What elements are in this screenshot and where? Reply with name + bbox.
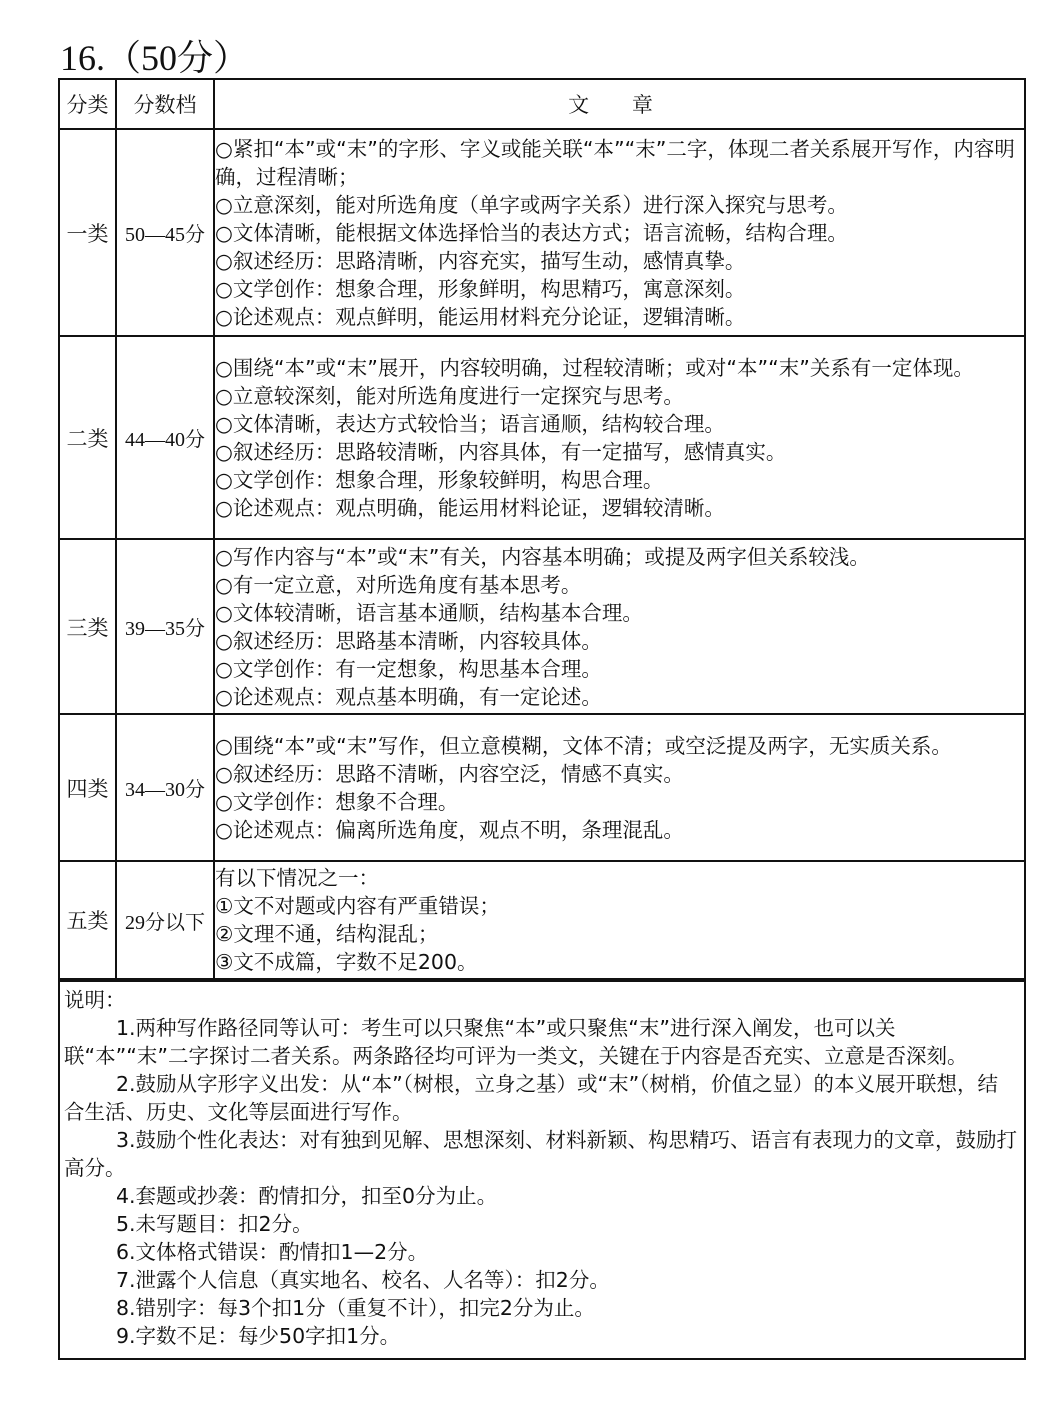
category-cell: 五类 [60,861,116,979]
header-category: 分类 [60,80,116,129]
criteria-line: ②文理不通，结构混乱； [215,922,439,946]
criteria-cell [214,336,1024,539]
note-item: 4.套题或抄袭：酌情扣分，扣至0分为止。 [116,1184,498,1208]
criteria-line: ○文体清晰，表达方式较恰当；语言通顺，结构较合理。 [215,411,725,436]
header-article: 文 章 [214,80,1024,129]
criteria-line: ○紧扣“本”或“末”的字形、字义或能关联“本”“末”二字，体现二者关系展开写作，内容明确，过程清晰； [215,136,1015,189]
criteria-line: ○论述观点：偏离所选角度，观点不明，条理混乱。 [215,817,684,842]
notes-section [60,980,1024,1358]
band-cell: 39—35分 [116,539,214,714]
table-row [60,714,1024,861]
criteria-line: ○文学创作：想象合理，形象较鲜明，构思合理。 [215,467,664,492]
criteria-line: ①文不对题或内容有严重错误； [215,894,500,918]
criteria-line: ○文体较清晰，语言基本通顺，结构基本合理。 [215,600,643,625]
criteria-line: ○立意较深刻，能对所选角度进行一定探究与思考。 [215,383,684,408]
criteria-line: ○叙述经历：思路清晰，内容充实，描写生动，感情真挚。 [215,248,746,273]
criteria-line: ○论述观点：观点基本明确，有一定论述。 [215,684,602,709]
criteria-line: ○文学创作：有一定想象，构思基本合理。 [215,656,602,681]
criteria-line: ○文学创作：想象合理，形象鲜明，构思精巧，寓意深刻。 [215,276,746,301]
criteria-line: ○论述观点：观点鲜明，能运用材料充分论证，逻辑清晰。 [215,304,746,329]
rubric-table [60,80,1024,980]
criteria-cell [214,714,1024,861]
criteria-line: 有以下情况之一： [215,866,379,890]
criteria-cell [214,129,1024,336]
band-cell: 29分以下 [116,861,214,979]
notes-title: 说明： [64,988,126,1012]
criteria-line: ③文不成篇，字数不足200。 [215,950,478,974]
criteria-cell [214,861,1024,979]
criteria-line: ○文体清晰，能根据文体选择恰当的表达方式；语言流畅，结构合理。 [215,220,848,245]
question-heading: 16.（50分） [60,38,250,78]
criteria-line: ○论述观点：观点明确，能运用材料论证，逻辑较清晰。 [215,495,725,520]
criteria-line: ○叙述经历：思路基本清晰，内容较具体。 [215,628,602,653]
note-item: 2.鼓励从字形字义出发：从“本”（树根，立身之基）或“末”（树梢，价值之显）的本义展开联想，结合生活、历史、文化等层面进行写作。 [64,1072,999,1124]
scoring-sheet [58,78,1026,1360]
category-cell: 三类 [60,539,116,714]
criteria-line: ○围绕“本”或“末”写作，但立意模糊，文体不清；或空泛提及两字，无实质关系。 [215,733,952,758]
note-item: 6.文体格式错误：酌情扣1—2分。 [116,1240,429,1264]
criteria-line: ○写作内容与“本”或“末”有关，内容基本明确；或提及两字但关系较浅。 [215,544,870,569]
band-cell: 50—45分 [116,129,214,336]
table-row [60,539,1024,714]
note-item: 9.字数不足：每少50字扣1分。 [116,1324,401,1348]
band-cell: 34—30分 [116,714,214,861]
header-band: 分数档 [116,80,214,129]
note-item: 3.鼓励个性化表达：对有独到见解、思想深刻、材料新颖、构思精巧、语言有表现力的文章，鼓励打高分。 [64,1128,1018,1180]
criteria-line: ○叙述经历：思路较清晰，内容具体，有一定描写，感情真实。 [215,439,787,464]
note-item: 8.错别字：每3个扣1分（重复不计），扣完2分为止。 [116,1296,595,1320]
criteria-line: ○叙述经历：思路不清晰，内容空泛，情感不真实。 [215,761,684,786]
table-row [60,129,1024,336]
band-cell: 44—40分 [116,336,214,539]
criteria-cell [214,539,1024,714]
header-row [60,80,1024,129]
category-cell: 一类 [60,129,116,336]
note-item: 7.泄露个人信息（真实地名、校名、人名等）：扣2分。 [116,1268,610,1292]
criteria-line: ○文学创作：想象不合理。 [215,789,459,814]
criteria-line: ○有一定立意，对所选角度有基本思考。 [215,572,582,597]
note-item: 5.未写题目：扣2分。 [116,1212,313,1236]
category-cell: 二类 [60,336,116,539]
category-cell: 四类 [60,714,116,861]
criteria-line: ○围绕“本”或“末”展开，内容较明确，过程较清晰；或对“本”“末”关系有一定体现。 [215,355,974,380]
table-row [60,861,1024,979]
table-row [60,336,1024,539]
note-item: 1.两种写作路径同等认可：考生可以只聚焦“本”或只聚焦“末”进行深入阐发，也可以关联“本”“末”二字探讨二者关系。两条路径均可评为一类文，关键在于内容是否充实、立意是否深刻。 [64,1016,968,1068]
criteria-line: ○立意深刻，能对所选角度（单字或两字关系）进行深入探究与思考。 [215,192,848,217]
